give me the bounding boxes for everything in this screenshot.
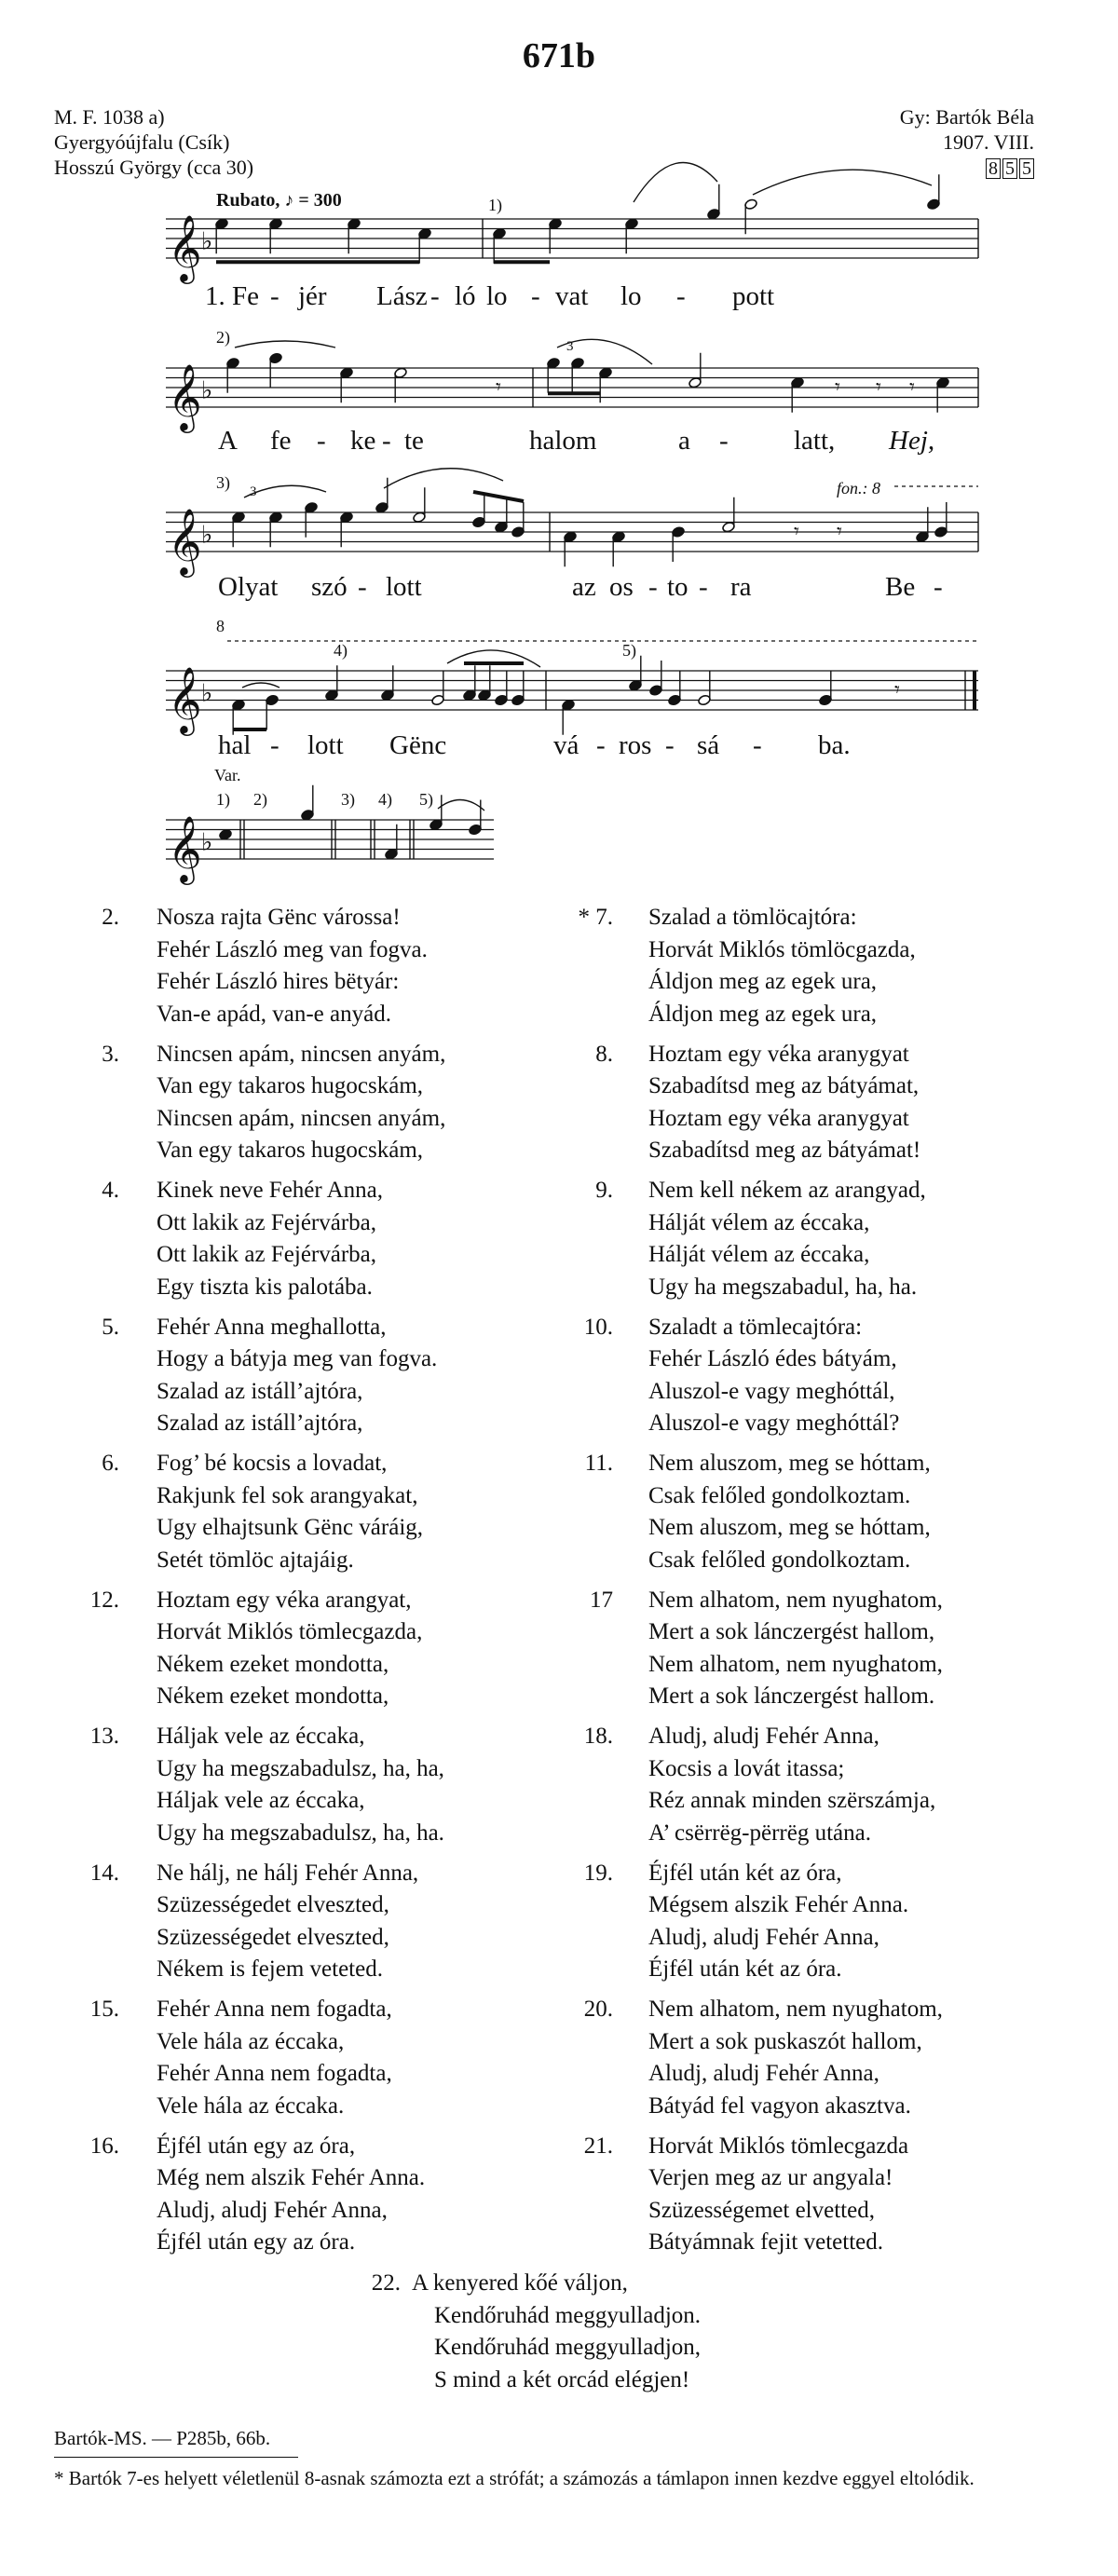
slur — [384, 469, 503, 488]
verse-line: Hoztam egy véka arangyat, — [157, 1587, 412, 1613]
verse-line: A kenyered kőé váljon, — [412, 2270, 628, 2296]
verse-line: Szabadítsd meg az bátyámat, — [648, 1073, 920, 1098]
lyric-hyphen: - — [648, 572, 658, 602]
lyric-hyphen: - — [531, 281, 540, 311]
verse-line: Ugy ha megszabadul, ha, ha. — [648, 1274, 918, 1300]
verse-line: Hálját vélem az éccaka, — [648, 1209, 870, 1235]
verse-line: Szüzességemet elvetted, — [648, 2197, 875, 2223]
collection-number: M. F. 1038 a) — [54, 105, 165, 129]
lyric-hyphen: - — [430, 281, 440, 311]
lyric-syllable: A — [218, 426, 238, 456]
rest-icon: 𝄾 — [909, 375, 915, 400]
lyric-syllable: sá — [697, 730, 720, 760]
slur — [242, 683, 280, 688]
verse-line: Vele hála az éccaka. — [157, 2092, 345, 2119]
verse-line: Éjfél után egy az óra. — [157, 2229, 356, 2255]
verse-line: Éjfél után két az óra, — [648, 1860, 842, 1886]
verse-line: Szüzességedet elveszted, — [157, 1924, 389, 1950]
verse-line: Ugy ha megszabadulsz, ha, ha. — [157, 1820, 444, 1846]
variant-label: Var. — [214, 766, 241, 784]
lyric-syllable: fe — [270, 426, 292, 456]
lyric-syllable: ros — [619, 730, 652, 760]
lyric-syllable: Be — [885, 572, 916, 602]
stanza-number: 11. — [584, 1451, 613, 1476]
verse-line: Háljak vele az éccaka, — [157, 1724, 365, 1749]
stanza-number: 2. — [102, 905, 119, 930]
rest-icon: 𝄾 — [794, 520, 799, 544]
lyric-syllable: vat — [555, 281, 589, 311]
variant-mark: 3) — [341, 790, 355, 809]
verse-line: Kocsis a lovát itassa; — [648, 1755, 845, 1781]
rest-icon: 𝄾 — [837, 520, 842, 544]
verse-line: Hoztam egy véka aranygyat — [648, 1041, 909, 1067]
verse-line: Egy tiszta kis palotába. — [157, 1274, 373, 1300]
verse-line: Horvát Miklós tömlecgazda — [648, 2133, 909, 2159]
footnote-divider — [54, 2457, 298, 2458]
lyric-syllable: Lász — [376, 281, 428, 311]
verse-line: Háljak vele az éccaka, — [157, 1788, 365, 1813]
lyric-syllable: szó — [311, 572, 348, 602]
lyric-syllable: halom — [529, 426, 597, 456]
tempo-value: = 300 — [298, 190, 342, 211]
flat-icon: ♭ — [201, 227, 213, 256]
verse-line: Csak felőled gondolkoztam. — [648, 1547, 911, 1573]
verse-line: Éjfél után egy az óra, — [157, 2133, 356, 2159]
verse-line: Szabadítsd meg az bátyámat! — [648, 1138, 921, 1163]
verse-line: Réz annak minden szërszámja, — [648, 1788, 936, 1813]
verse-line: Ott lakik az Fejérvárba, — [157, 1209, 377, 1235]
treble-clef-icon: 𝄞 — [168, 814, 202, 882]
verse-line: Csak felőled gondolkoztam. — [648, 1482, 911, 1508]
verse-line: Fehér László hires bëtyár: — [157, 969, 400, 994]
verse-line: Éjfél után két az óra. — [648, 1956, 842, 1982]
verse-line: Hoztam egy véka aranygyat — [648, 1105, 909, 1131]
verse-line: Fehér Anna nem fogadta, — [157, 2061, 392, 2086]
verse-line: Kinek neve Fehér Anna, — [157, 1178, 383, 1203]
lyric-syllable: lo — [486, 281, 508, 311]
collection-date: 1907. VIII. — [943, 130, 1034, 154]
verse-line: Aluszol-e vagy meghóttál? — [648, 1411, 900, 1436]
verse-line: Még nem alszik Fehér Anna. — [157, 2165, 426, 2190]
verse-line: Mert a sok lánczergést hallom, — [648, 1619, 935, 1644]
lyric-syllable: lo — [620, 281, 642, 311]
rest-icon: 𝄾 — [876, 375, 881, 400]
verse-line: Áldjon meg az egek ura, — [648, 969, 878, 994]
lyric-hyphen: - — [676, 281, 686, 311]
verse-line: Nincsen apám, nincsen anyám, — [157, 1105, 446, 1131]
slur — [235, 341, 335, 348]
verse-line: Nem kell nékem az arangyad, — [648, 1178, 926, 1203]
lyric-hyphen: - — [317, 426, 326, 456]
rest-icon: 𝄾 — [496, 375, 501, 400]
lyric-syllable: lott — [307, 730, 344, 760]
lyric-hyphen: - — [382, 426, 391, 456]
verse-line: Ugy ha megszabadulsz, ha, ha, — [157, 1755, 444, 1781]
flat-icon: ♭ — [201, 376, 213, 405]
verse-line: Fehér László édes bátyám, — [648, 1346, 897, 1371]
treble-clef-icon: 𝄞 — [168, 665, 202, 733]
slur — [438, 799, 484, 811]
verse-line: Horvát Miklós tömlöcgazda, — [648, 936, 916, 962]
lyric-syllable: Olyat — [218, 572, 279, 602]
verse-line: Nékem is fejem veteted. — [157, 1956, 383, 1982]
lyric-syllable: te — [404, 426, 424, 456]
lyric-hyphen: - — [270, 281, 280, 311]
verse-line: Aludj, aludj Fehér Anna, — [648, 2061, 879, 2086]
verse-line: Van egy takaros hugocskám, — [157, 1138, 424, 1163]
verse-line: Van-e apád, van-e anyád. — [157, 1001, 391, 1027]
verse-line: Mégsem alszik Fehér Anna. — [648, 1892, 909, 1917]
tempo-marking — [216, 190, 342, 211]
stanza-number: 21. — [583, 2133, 613, 2159]
variant-ref-mark: 5) — [622, 641, 636, 660]
variant-ref-mark: 4) — [334, 641, 348, 660]
stanza-number: 5. — [102, 1314, 119, 1340]
verse-line: Nem alhatom, nem nyughatom, — [648, 1651, 943, 1677]
lyric-hyphen: - — [596, 730, 606, 760]
stanza-number: 10. — [583, 1314, 613, 1340]
triplet-mark: 3 — [566, 339, 574, 354]
verse-line: Vele hála az éccaka, — [157, 2028, 345, 2054]
verse-line: Hálját vélem az éccaka, — [648, 1242, 870, 1267]
ottava-label: 8 — [216, 617, 225, 635]
lyric-hyphen: - — [358, 572, 367, 602]
flat-icon: ♭ — [201, 679, 213, 708]
verse-line: Setét tömlöc ajtajáig. — [157, 1547, 354, 1573]
flat-icon: ♭ — [201, 521, 213, 550]
triplet-mark: 3 — [250, 484, 257, 499]
lyric-syllable: 1. Fe — [205, 281, 259, 311]
stanza-number: * 7. — [578, 905, 613, 930]
verse-line: A’ csërrëg-përrëg utána. — [648, 1820, 871, 1846]
verse-line: Aludj, aludj Fehér Anna, — [648, 1724, 879, 1749]
performer: Hosszú György (cca 30) — [54, 156, 254, 179]
verse-line: Rakjunk fel sok arangyakat, — [157, 1482, 418, 1508]
verse-line: Aludj, aludj Fehér Anna, — [157, 2197, 388, 2223]
verse-line: Aluszol-e vagy meghóttál, — [648, 1378, 895, 1404]
verse-line: Nem alhatom, nem nyughatom, — [648, 1997, 943, 2022]
verse-line: Nosza rajta Gënc várossa! — [157, 905, 401, 930]
stanza-number: 13. — [89, 1724, 119, 1749]
stanza-number: 3. — [102, 1041, 119, 1067]
slur — [634, 163, 717, 202]
variant-mark: 1) — [216, 790, 230, 809]
verse-line: Mert a sok puskaszót hallom, — [648, 2028, 922, 2054]
variant-mark: 2) — [253, 790, 267, 809]
verse-line: Nem aluszom, meg se hóttam, — [648, 1515, 931, 1540]
verse-line: Ott lakik az Fejérvárba, — [157, 1242, 377, 1267]
box-code: 5 — [1019, 158, 1034, 179]
verse-line: Nékem ezeket mondotta, — [157, 1651, 389, 1677]
verse-line: Ne hálj, ne hálj Fehér Anna, — [157, 1860, 419, 1886]
verse-line: Verjen meg az ur angyala! — [648, 2165, 893, 2190]
lyric-syllable: Hej, — [889, 426, 935, 456]
verse-line: Van egy takaros hugocskám, — [157, 1073, 424, 1098]
verse-line: Nékem ezeket mondotta, — [157, 1683, 389, 1709]
lyric-syllable: latt, — [794, 426, 836, 456]
verse-line: S mind a két orcád elégjen! — [434, 2366, 690, 2392]
treble-clef-icon: 𝄞 — [168, 507, 202, 575]
box-code: 8 — [986, 158, 1001, 179]
verse-line: Bátyámnak fejit vetetted. — [648, 2229, 883, 2255]
lyric-syllable: pott — [732, 281, 775, 311]
verse-line: Ugy elhajtsunk Gënc váráig, — [157, 1515, 424, 1540]
lyric-syllable: ba. — [818, 730, 851, 760]
lyric-hyphen: - — [753, 730, 762, 760]
stanza-number: 9. — [595, 1178, 613, 1203]
lyric-syllable: ló — [455, 281, 476, 311]
verse-line: Kendőruhád meggyulladjon. — [434, 2302, 702, 2328]
lyric-syllable: os — [609, 572, 634, 602]
verse-line: Mert a sok lánczergést hallom. — [648, 1683, 935, 1709]
stanza-number: 14. — [89, 1860, 119, 1886]
box-code: 5 — [1002, 158, 1017, 179]
verse-line: Szaladt a tömlecajtóra: — [648, 1314, 863, 1340]
flat-icon: ♭ — [201, 828, 213, 857]
variant-ref-mark: 3) — [216, 473, 230, 492]
verse-line: Áldjon meg az egek ura, — [648, 1001, 878, 1027]
lyric-syllable: ra — [730, 572, 752, 602]
lyric-syllable: az — [572, 572, 596, 602]
stanza-number: 19. — [583, 1860, 613, 1886]
treble-clef-icon: 𝄞 — [168, 213, 202, 281]
manuscript-source: Bartók-MS. — P285b, 66b. — [54, 2427, 271, 2449]
stanza-number: 17 — [590, 1587, 613, 1613]
note-head — [219, 828, 233, 840]
beam — [473, 492, 524, 501]
lyric-syllable: a — [678, 426, 690, 456]
lyric-hyphen: - — [719, 426, 729, 456]
rest-icon: 𝄾 — [835, 375, 840, 400]
verse-line: Szalad az istáll’ajtóra, — [157, 1378, 363, 1404]
stanza-number: 8. — [595, 1041, 613, 1067]
stanza-number: 22. — [371, 2270, 401, 2296]
stanza-number: 16. — [89, 2133, 119, 2159]
footnote: * Bartók 7-es helyett véletlenül 8-asnak számozta ezt a strófát; a számozás a támlapon innen kezdve eggyel eltolódik. — [54, 2467, 975, 2489]
lyric-syllable: to — [667, 572, 689, 602]
variant-mark: 4) — [378, 790, 392, 809]
collector: Gy: Bartók Béla — [899, 105, 1034, 129]
verse-line: Bátyád fel vagyon akasztva. — [648, 2092, 911, 2119]
lyric-hyphen: - — [270, 730, 280, 760]
rest-icon: 𝄾 — [894, 678, 900, 702]
treble-clef-icon: 𝄞 — [168, 362, 202, 430]
verse-line: Hogy a bátyja meg van fogva. — [157, 1346, 438, 1371]
verse-line: Fehér László meg van fogva. — [157, 936, 428, 962]
page-title: 671b — [522, 36, 596, 75]
stanza-number: 18. — [583, 1724, 613, 1749]
stanza-number: 6. — [102, 1451, 119, 1476]
lyric-syllable: jér — [298, 281, 327, 311]
verse-line: Horvát Miklós tömlecgazda, — [157, 1619, 423, 1644]
verse-line: Szalad a tömlöcajtóra: — [648, 905, 857, 930]
verse-line: Fehér Anna meghallotta, — [157, 1314, 387, 1340]
verse-line: Kendőruhád meggyulladjon, — [434, 2335, 702, 2360]
lyric-hyphen: - — [934, 572, 943, 602]
lyric-syllable: vá — [553, 730, 579, 760]
verse-line: Fog’ bé kocsis a lovadat, — [157, 1451, 388, 1476]
fon-label: fon.: 8 — [837, 479, 880, 497]
verse-line: Szalad az istáll’ajtóra, — [157, 1411, 363, 1436]
lyric-syllable: ke — [350, 426, 376, 456]
lyric-syllable: Gënc — [389, 730, 447, 760]
verse-line: Nincsen apám, nincsen anyám, — [157, 1041, 446, 1067]
stanza-number: 20. — [583, 1997, 613, 2022]
stanza-number: 4. — [102, 1178, 119, 1203]
location: Gyergyóújfalu (Csík) — [54, 130, 230, 154]
lyric-hyphen: - — [699, 572, 708, 602]
variant-ref-mark: 2) — [216, 328, 230, 347]
variant-mark: 5) — [419, 790, 433, 809]
verse-line: Fehér Anna nem fogadta, — [157, 1997, 392, 2022]
lyric-syllable: lott — [386, 572, 422, 602]
stanza-number: 12. — [89, 1587, 119, 1613]
verse-line: Aludj, aludj Fehér Anna, — [648, 1924, 879, 1950]
eighth-note-icon: ♪ — [284, 190, 294, 211]
lyric-hyphen: - — [665, 730, 675, 760]
variant-ref-mark: 1) — [488, 196, 502, 214]
tempo-label: Rubato, — [216, 190, 280, 211]
stanza-number: 15. — [89, 1997, 119, 2022]
lyric-syllable: hal — [218, 730, 252, 760]
verse-line: Nem alhatom, nem nyughatom, — [648, 1587, 943, 1613]
slur — [753, 170, 932, 195]
verse-line: Szüzességedet elveszted, — [157, 1892, 389, 1917]
verse-line: Nem aluszom, meg se hóttam, — [648, 1451, 931, 1476]
